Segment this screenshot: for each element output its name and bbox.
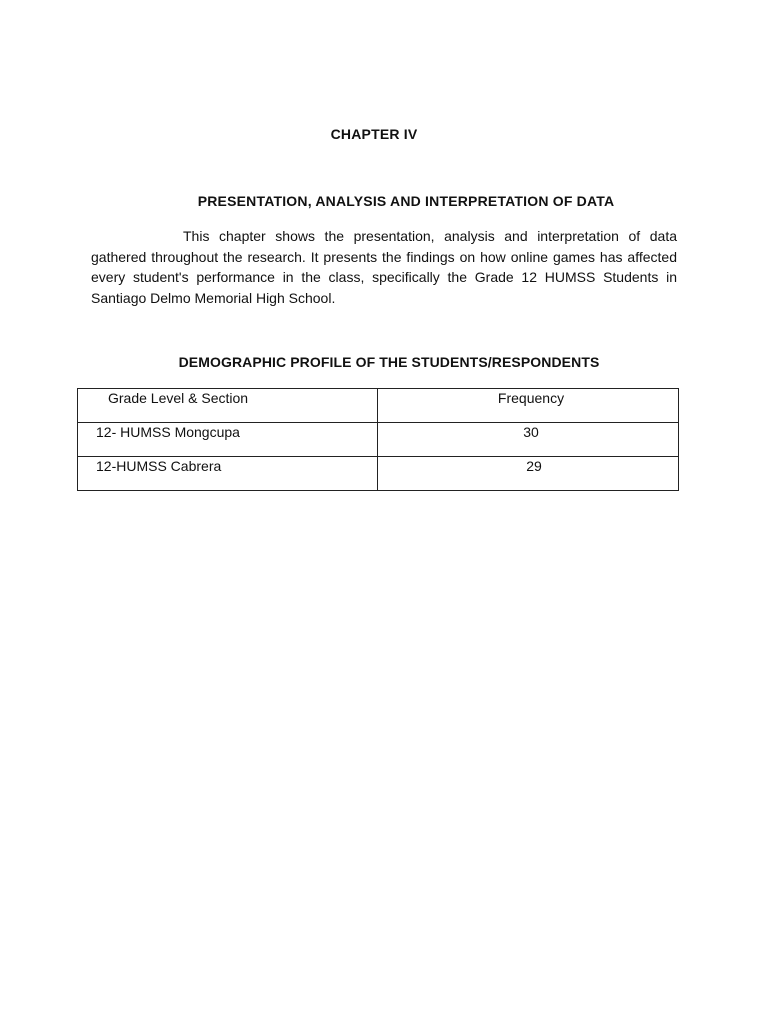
- chapter-title: CHAPTER IV: [330, 126, 418, 142]
- table-title: DEMOGRAPHIC PROFILE OF THE STUDENTS/RESPONDENTS: [178, 354, 600, 370]
- intro-paragraph: This chapter shows the presentation, analysis and interpretation of data gathered throughout the research. It presents the findings on how online games has affected every student's performance in the class, specifically the Grade 12 HUMSS Students in Santiago Delmo Memorial High School.: [91, 228, 677, 306]
- section-name: 12-HUMSS Cabrera: [96, 458, 222, 474]
- header-cell-frequency: [378, 389, 679, 423]
- frequency-value: 30: [523, 424, 539, 440]
- table-cell-frequency: [378, 457, 679, 491]
- header-label-grade-level: Grade Level & Section: [108, 390, 249, 406]
- table-cell-section: [78, 457, 378, 491]
- table-row: [78, 423, 679, 457]
- header-label-frequency: Frequency: [497, 390, 565, 406]
- table-cell-frequency: [378, 423, 679, 457]
- section-name: 12- HUMSS Mongcupa: [96, 424, 240, 440]
- table-row: [78, 457, 679, 491]
- demographic-table: [77, 388, 679, 491]
- section-title: PRESENTATION, ANALYSIS AND INTERPRETATION OF DATA: [197, 193, 615, 209]
- header-cell-grade-level: [78, 389, 378, 423]
- table-cell-section: [78, 423, 378, 457]
- frequency-value: 29: [526, 458, 542, 474]
- table-header-row: [78, 389, 679, 423]
